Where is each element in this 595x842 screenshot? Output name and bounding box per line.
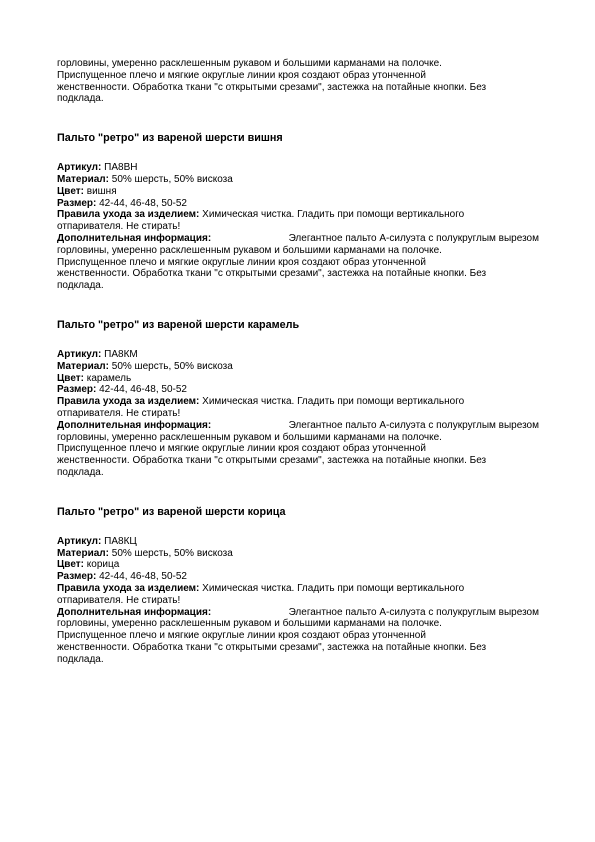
color-label: Цвет: (57, 185, 84, 197)
size-value: 42-44, 46-48, 50-52 (99, 384, 187, 396)
product-title: Пальто "ретро" из вареной шерсти корица (57, 505, 286, 518)
article-label: Артикул: (57, 162, 102, 174)
care-value: Химическая чистка. Гладить при помощи вертикального (202, 209, 465, 221)
info-label: Дополнительная информация: (57, 606, 212, 618)
product-section (57, 319, 539, 479)
article-field (57, 162, 539, 174)
intro-line: Приспущенное плечо и мягкие округлые линии кроя создают образ утонченной (57, 69, 426, 81)
material-value: 50% шерсть, 50% вискоза (111, 547, 233, 559)
material-label: Материал: (57, 173, 109, 185)
article-field (57, 349, 539, 361)
care-label: Правила ухода за изделием: (57, 396, 200, 408)
care-field (57, 209, 539, 221)
document-page (57, 58, 539, 665)
info-line: горловины, умеренно расклешенным рукавом и большими карманами на полочке. (57, 618, 442, 630)
color-value: карамель (86, 372, 132, 384)
color-value: вишня (86, 185, 117, 197)
article-value: ПА8КЦ (104, 535, 137, 547)
material-label: Материал: (57, 547, 109, 559)
color-value: корица (86, 559, 120, 571)
info-line: горловины, умеренно расклешенным рукавом и большими карманами на полочке. (57, 431, 442, 443)
info-line: женственности. Обработка ткани "с открытыми срезами", застежка на потайные кнопки. Без (57, 455, 487, 467)
info-line: женственности. Обработка ткани "с открытыми срезами", застежка на потайные кнопки. Без (57, 641, 487, 653)
care-field-continued: отпаривателя. Не стирать! (57, 407, 181, 419)
info-value: Элегантное пальто А-силуэта с полукруглым вырезом (288, 606, 539, 618)
size-value: 42-44, 46-48, 50-52 (99, 197, 187, 209)
care-field (57, 583, 539, 595)
info-line: подклада. (57, 653, 104, 665)
info-field (57, 607, 539, 666)
info-line: Приспущенное плечо и мягкие округлые линии кроя создают образ утонченной (57, 256, 426, 268)
size-field (57, 571, 539, 583)
care-value: Химическая чистка. Гладить при помощи вертикального (202, 582, 465, 594)
size-label: Размер: (57, 197, 97, 209)
product-title: Пальто "ретро" из вареной шерсти карамель (57, 318, 300, 331)
info-line: подклада. (57, 280, 104, 292)
color-label: Цвет: (57, 559, 84, 571)
care-label: Правила ухода за изделием: (57, 582, 200, 594)
intro-paragraph (57, 58, 539, 105)
info-value: Элегантное пальто А-силуэта с полукруглым вырезом (288, 232, 539, 244)
info-field (57, 233, 539, 292)
info-first-line (57, 420, 539, 432)
article-value: ПА8ВН (104, 162, 138, 174)
info-line: горловины, умеренно расклешенным рукавом и большими карманами на полочке. (57, 244, 442, 256)
size-value: 42-44, 46-48, 50-52 (99, 571, 187, 583)
info-label: Дополнительная информация: (57, 419, 212, 431)
info-field (57, 420, 539, 479)
info-line: Приспущенное плечо и мягкие округлые линии кроя создают образ утонченной (57, 443, 426, 455)
color-label: Цвет: (57, 372, 84, 384)
material-field (57, 361, 539, 373)
care-label: Правила ухода за изделием: (57, 209, 200, 221)
material-value: 50% шерсть, 50% вискоза (111, 173, 233, 185)
care-field-continued: отпаривателя. Не стирать! (57, 594, 181, 606)
article-label: Артикул: (57, 348, 102, 360)
info-line: женственности. Обработка ткани "с открытыми срезами", застежка на потайные кнопки. Без (57, 268, 487, 280)
size-label: Размер: (57, 571, 97, 583)
color-field (57, 186, 539, 198)
care-field-continued: отпаривателя. Не стирать! (57, 221, 181, 233)
size-label: Размер: (57, 384, 97, 396)
info-first-line (57, 233, 539, 245)
info-label: Дополнительная информация: (57, 232, 212, 244)
intro-line: женственности. Обработка ткани "с открытыми срезами", застежка на потайные кнопки. Без (57, 81, 487, 93)
color-field (57, 559, 539, 571)
product-section (57, 506, 539, 666)
material-value: 50% шерсть, 50% вискоза (111, 360, 233, 372)
info-line: Приспущенное плечо и мягкие округлые линии кроя создают образ утонченной (57, 630, 426, 642)
color-field (57, 373, 539, 385)
size-field (57, 198, 539, 210)
size-field (57, 384, 539, 396)
info-line: подклада. (57, 466, 104, 478)
article-label: Артикул: (57, 535, 102, 547)
info-value: Элегантное пальто А-силуэта с полукруглым вырезом (288, 419, 539, 431)
material-field (57, 548, 539, 560)
intro-line: горловины, умеренно расклешенным рукавом и большими карманами на полочке. (57, 58, 442, 69)
material-field (57, 174, 539, 186)
intro-line: подклада. (57, 93, 104, 105)
article-value: ПА8КМ (104, 348, 138, 360)
product-section (57, 132, 539, 292)
care-value: Химическая чистка. Гладить при помощи вертикального (202, 396, 465, 408)
article-field (57, 536, 539, 548)
product-title: Пальто "ретро" из вареной шерсти вишня (57, 132, 283, 145)
material-label: Материал: (57, 360, 109, 372)
care-field (57, 396, 539, 408)
info-first-line (57, 607, 539, 619)
